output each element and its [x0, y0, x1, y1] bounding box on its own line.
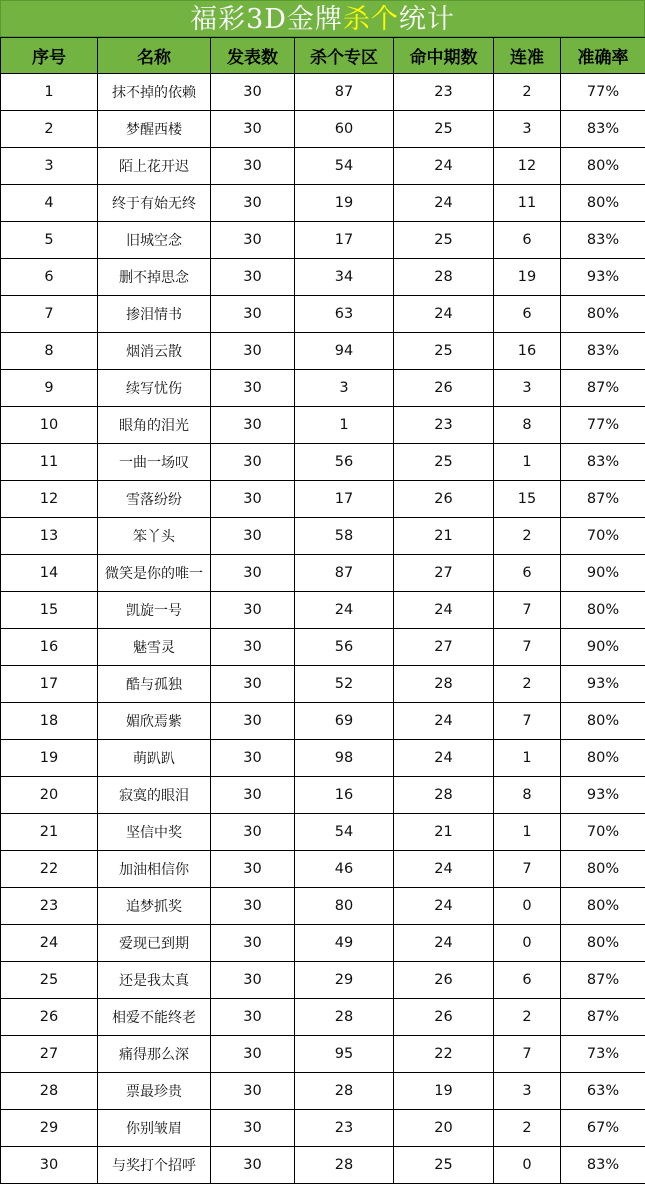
table-row: [1, 74, 645, 111]
cell-streak: 11: [494, 185, 561, 222]
cell-streak: 3: [494, 111, 561, 148]
header-row: [1, 38, 645, 74]
cell-streak: 8: [494, 777, 561, 814]
table-row: [1, 1110, 645, 1147]
cell-hits: 24: [394, 296, 494, 333]
cell-posts: 30: [211, 851, 295, 888]
cell-streak: 3: [494, 370, 561, 407]
cell-hits: 25: [394, 1147, 494, 1184]
cell-kill-zone: 1: [295, 407, 394, 444]
table-row: [1, 370, 645, 407]
cell-name: 魅雪灵: [98, 629, 211, 666]
cell-streak: 2: [494, 74, 561, 111]
cell-posts: 30: [211, 148, 295, 185]
cell-name: 坚信中奖: [98, 814, 211, 851]
cell-posts: 30: [211, 962, 295, 999]
cell-accuracy: 70%: [561, 518, 645, 555]
cell-streak: 7: [494, 851, 561, 888]
cell-kill-zone: 87: [295, 555, 394, 592]
table-row: [1, 407, 645, 444]
cell-index: 15: [1, 592, 98, 629]
table-row: [1, 592, 645, 629]
col-header-posts: 发表数: [211, 38, 295, 74]
cell-name: 还是我太真: [98, 962, 211, 999]
cell-name: 烟消云散: [98, 333, 211, 370]
cell-accuracy: 83%: [561, 333, 645, 370]
cell-kill-zone: 94: [295, 333, 394, 370]
cell-posts: 30: [211, 666, 295, 703]
cell-hits: 26: [394, 962, 494, 999]
cell-accuracy: 80%: [561, 148, 645, 185]
cell-name: 爱现已到期: [98, 925, 211, 962]
cell-index: 29: [1, 1110, 98, 1147]
cell-index: 13: [1, 518, 98, 555]
table-row: [1, 222, 645, 259]
table-row: [1, 1073, 645, 1110]
cell-streak: 1: [494, 740, 561, 777]
cell-hits: 22: [394, 1036, 494, 1073]
cell-posts: 30: [211, 777, 295, 814]
cell-name: 你别皱眉: [98, 1110, 211, 1147]
cell-hits: 23: [394, 74, 494, 111]
cell-name: 追梦抓奖: [98, 888, 211, 925]
cell-hits: 21: [394, 814, 494, 851]
cell-streak: 16: [494, 333, 561, 370]
cell-accuracy: 83%: [561, 1147, 645, 1184]
cell-hits: 19: [394, 1073, 494, 1110]
cell-accuracy: 87%: [561, 481, 645, 518]
cell-accuracy: 83%: [561, 111, 645, 148]
cell-kill-zone: 17: [295, 481, 394, 518]
cell-kill-zone: 87: [295, 74, 394, 111]
cell-accuracy: 67%: [561, 1110, 645, 1147]
table-row: [1, 962, 645, 999]
cell-hits: 26: [394, 999, 494, 1036]
col-header-streak: 连准: [494, 38, 561, 74]
cell-posts: 30: [211, 74, 295, 111]
cell-accuracy: 80%: [561, 592, 645, 629]
cell-name: 续写忧伤: [98, 370, 211, 407]
cell-name: 微笑是你的唯一: [98, 555, 211, 592]
cell-kill-zone: 80: [295, 888, 394, 925]
cell-posts: 30: [211, 259, 295, 296]
cell-accuracy: 73%: [561, 1036, 645, 1073]
cell-posts: 30: [211, 999, 295, 1036]
cell-accuracy: 90%: [561, 555, 645, 592]
cell-hits: 26: [394, 370, 494, 407]
cell-hits: 25: [394, 111, 494, 148]
cell-accuracy: 77%: [561, 407, 645, 444]
cell-index: 25: [1, 962, 98, 999]
col-header-name: 名称: [98, 38, 211, 74]
cell-posts: 30: [211, 703, 295, 740]
cell-hits: 24: [394, 925, 494, 962]
cell-streak: 2: [494, 999, 561, 1036]
cell-posts: 30: [211, 222, 295, 259]
cell-posts: 30: [211, 814, 295, 851]
cell-hits: 28: [394, 259, 494, 296]
cell-posts: 30: [211, 481, 295, 518]
title-text-highlight: 杀个: [343, 4, 399, 35]
cell-kill-zone: 54: [295, 814, 394, 851]
table-header: [1, 38, 645, 74]
cell-streak: 7: [494, 629, 561, 666]
cell-name: 与奖打个招呼: [98, 1147, 211, 1184]
cell-name: 掺泪情书: [98, 296, 211, 333]
page-title: [0, 0, 645, 37]
cell-accuracy: 93%: [561, 777, 645, 814]
cell-posts: 30: [211, 296, 295, 333]
cell-kill-zone: 95: [295, 1036, 394, 1073]
cell-hits: 21: [394, 518, 494, 555]
table-row: [1, 296, 645, 333]
cell-name: 一曲一场叹: [98, 444, 211, 481]
col-header-kill-zone: 杀个专区: [295, 38, 394, 74]
table-row: [1, 888, 645, 925]
cell-index: 28: [1, 1073, 98, 1110]
cell-kill-zone: 98: [295, 740, 394, 777]
cell-posts: 30: [211, 1147, 295, 1184]
cell-hits: 24: [394, 888, 494, 925]
cell-posts: 30: [211, 1110, 295, 1147]
cell-index: 16: [1, 629, 98, 666]
cell-index: 5: [1, 222, 98, 259]
cell-posts: 30: [211, 407, 295, 444]
cell-index: 8: [1, 333, 98, 370]
cell-index: 3: [1, 148, 98, 185]
cell-accuracy: 83%: [561, 222, 645, 259]
table-row: [1, 444, 645, 481]
cell-kill-zone: 46: [295, 851, 394, 888]
cell-hits: 28: [394, 777, 494, 814]
cell-kill-zone: 3: [295, 370, 394, 407]
stats-table: [0, 37, 645, 1184]
cell-accuracy: 87%: [561, 962, 645, 999]
cell-streak: 15: [494, 481, 561, 518]
cell-streak: 8: [494, 407, 561, 444]
table-row: [1, 555, 645, 592]
cell-posts: 30: [211, 518, 295, 555]
cell-posts: 30: [211, 629, 295, 666]
cell-streak: 0: [494, 888, 561, 925]
cell-accuracy: 80%: [561, 740, 645, 777]
cell-accuracy: 90%: [561, 629, 645, 666]
table-row: [1, 259, 645, 296]
cell-index: 19: [1, 740, 98, 777]
cell-index: 22: [1, 851, 98, 888]
cell-hits: 24: [394, 703, 494, 740]
cell-streak: 19: [494, 259, 561, 296]
cell-index: 6: [1, 259, 98, 296]
cell-kill-zone: 19: [295, 185, 394, 222]
cell-kill-zone: 28: [295, 999, 394, 1036]
cell-name: 酷与孤独: [98, 666, 211, 703]
cell-index: 14: [1, 555, 98, 592]
table-row: [1, 481, 645, 518]
cell-accuracy: 80%: [561, 703, 645, 740]
cell-kill-zone: 17: [295, 222, 394, 259]
cell-name: 加油相信你: [98, 851, 211, 888]
cell-name: 旧城空念: [98, 222, 211, 259]
cell-streak: 0: [494, 925, 561, 962]
cell-index: 24: [1, 925, 98, 962]
cell-kill-zone: 24: [295, 592, 394, 629]
cell-hits: 24: [394, 592, 494, 629]
table-row: [1, 999, 645, 1036]
cell-index: 20: [1, 777, 98, 814]
col-header-hits: 命中期数: [394, 38, 494, 74]
cell-index: 12: [1, 481, 98, 518]
cell-accuracy: 63%: [561, 1073, 645, 1110]
cell-kill-zone: 52: [295, 666, 394, 703]
table-row: [1, 777, 645, 814]
cell-index: 10: [1, 407, 98, 444]
cell-posts: 30: [211, 592, 295, 629]
cell-streak: 2: [494, 518, 561, 555]
cell-accuracy: 77%: [561, 74, 645, 111]
cell-hits: 27: [394, 555, 494, 592]
cell-accuracy: 80%: [561, 296, 645, 333]
cell-name: 终于有始无终: [98, 185, 211, 222]
cell-streak: 0: [494, 1147, 561, 1184]
cell-index: 4: [1, 185, 98, 222]
cell-kill-zone: 63: [295, 296, 394, 333]
cell-posts: 30: [211, 444, 295, 481]
cell-streak: 2: [494, 1110, 561, 1147]
table-row: [1, 1147, 645, 1184]
cell-hits: 24: [394, 148, 494, 185]
cell-streak: 7: [494, 592, 561, 629]
cell-posts: 30: [211, 185, 295, 222]
cell-streak: 1: [494, 814, 561, 851]
cell-hits: 20: [394, 1110, 494, 1147]
cell-index: 11: [1, 444, 98, 481]
col-header-index: 序号: [1, 38, 98, 74]
title-text-after: 统计: [399, 4, 455, 35]
cell-index: 21: [1, 814, 98, 851]
cell-kill-zone: 69: [295, 703, 394, 740]
cell-index: 17: [1, 666, 98, 703]
cell-posts: 30: [211, 1073, 295, 1110]
cell-name: 删不掉思念: [98, 259, 211, 296]
cell-accuracy: 87%: [561, 370, 645, 407]
table-row: [1, 666, 645, 703]
cell-accuracy: 80%: [561, 888, 645, 925]
table-row: [1, 703, 645, 740]
cell-name: 媚欣焉紫: [98, 703, 211, 740]
cell-index: 23: [1, 888, 98, 925]
cell-index: 2: [1, 111, 98, 148]
cell-streak: 1: [494, 444, 561, 481]
cell-hits: 26: [394, 481, 494, 518]
cell-posts: 30: [211, 888, 295, 925]
cell-accuracy: 80%: [561, 851, 645, 888]
cell-index: 27: [1, 1036, 98, 1073]
table-body: [1, 74, 645, 1184]
cell-kill-zone: 54: [295, 148, 394, 185]
cell-hits: 25: [394, 333, 494, 370]
cell-kill-zone: 16: [295, 777, 394, 814]
cell-hits: 27: [394, 629, 494, 666]
table-row: [1, 333, 645, 370]
cell-kill-zone: 28: [295, 1147, 394, 1184]
cell-kill-zone: 28: [295, 1073, 394, 1110]
cell-index: 30: [1, 1147, 98, 1184]
table-row: [1, 518, 645, 555]
cell-hits: 25: [394, 222, 494, 259]
cell-streak: 3: [494, 1073, 561, 1110]
cell-posts: 30: [211, 740, 295, 777]
table-row: [1, 111, 645, 148]
cell-kill-zone: 60: [295, 111, 394, 148]
table-row: [1, 1036, 645, 1073]
cell-hits: 24: [394, 851, 494, 888]
cell-kill-zone: 49: [295, 925, 394, 962]
cell-streak: 6: [494, 555, 561, 592]
cell-index: 18: [1, 703, 98, 740]
cell-streak: 2: [494, 666, 561, 703]
col-header-accuracy: 准确率: [561, 38, 645, 74]
cell-kill-zone: 29: [295, 962, 394, 999]
cell-posts: 30: [211, 1036, 295, 1073]
cell-hits: 28: [394, 666, 494, 703]
cell-name: 笨丫头: [98, 518, 211, 555]
cell-index: 9: [1, 370, 98, 407]
cell-kill-zone: 58: [295, 518, 394, 555]
cell-hits: 24: [394, 740, 494, 777]
cell-index: 26: [1, 999, 98, 1036]
cell-name: 寂寞的眼泪: [98, 777, 211, 814]
cell-streak: 7: [494, 1036, 561, 1073]
cell-hits: 25: [394, 444, 494, 481]
cell-name: 凯旋一号: [98, 592, 211, 629]
table-row: [1, 148, 645, 185]
cell-accuracy: 93%: [561, 259, 645, 296]
cell-name: 抹不掉的依赖: [98, 74, 211, 111]
cell-streak: 6: [494, 222, 561, 259]
cell-streak: 12: [494, 148, 561, 185]
cell-name: 梦醒西楼: [98, 111, 211, 148]
cell-name: 雪落纷纷: [98, 481, 211, 518]
cell-streak: 6: [494, 962, 561, 999]
cell-kill-zone: 23: [295, 1110, 394, 1147]
cell-accuracy: 80%: [561, 185, 645, 222]
cell-accuracy: 80%: [561, 925, 645, 962]
cell-streak: 7: [494, 703, 561, 740]
table-row: [1, 851, 645, 888]
cell-kill-zone: 56: [295, 629, 394, 666]
cell-posts: 30: [211, 370, 295, 407]
cell-name: 萌趴趴: [98, 740, 211, 777]
cell-index: 7: [1, 296, 98, 333]
cell-accuracy: 83%: [561, 444, 645, 481]
title-text-before: 福彩3D金牌: [190, 4, 343, 35]
table-row: [1, 629, 645, 666]
cell-posts: 30: [211, 555, 295, 592]
table-row: [1, 185, 645, 222]
cell-hits: 24: [394, 185, 494, 222]
cell-accuracy: 93%: [561, 666, 645, 703]
cell-name: 票最珍贵: [98, 1073, 211, 1110]
cell-accuracy: 87%: [561, 999, 645, 1036]
cell-posts: 30: [211, 111, 295, 148]
cell-posts: 30: [211, 333, 295, 370]
cell-name: 陌上花开迟: [98, 148, 211, 185]
cell-accuracy: 70%: [561, 814, 645, 851]
table-row: [1, 814, 645, 851]
cell-name: 眼角的泪光: [98, 407, 211, 444]
cell-name: 相爱不能终老: [98, 999, 211, 1036]
table-row: [1, 740, 645, 777]
cell-name: 痛得那么深: [98, 1036, 211, 1073]
cell-index: 1: [1, 74, 98, 111]
cell-kill-zone: 34: [295, 259, 394, 296]
cell-posts: 30: [211, 925, 295, 962]
cell-kill-zone: 56: [295, 444, 394, 481]
table-row: [1, 925, 645, 962]
cell-streak: 6: [494, 296, 561, 333]
cell-hits: 23: [394, 407, 494, 444]
